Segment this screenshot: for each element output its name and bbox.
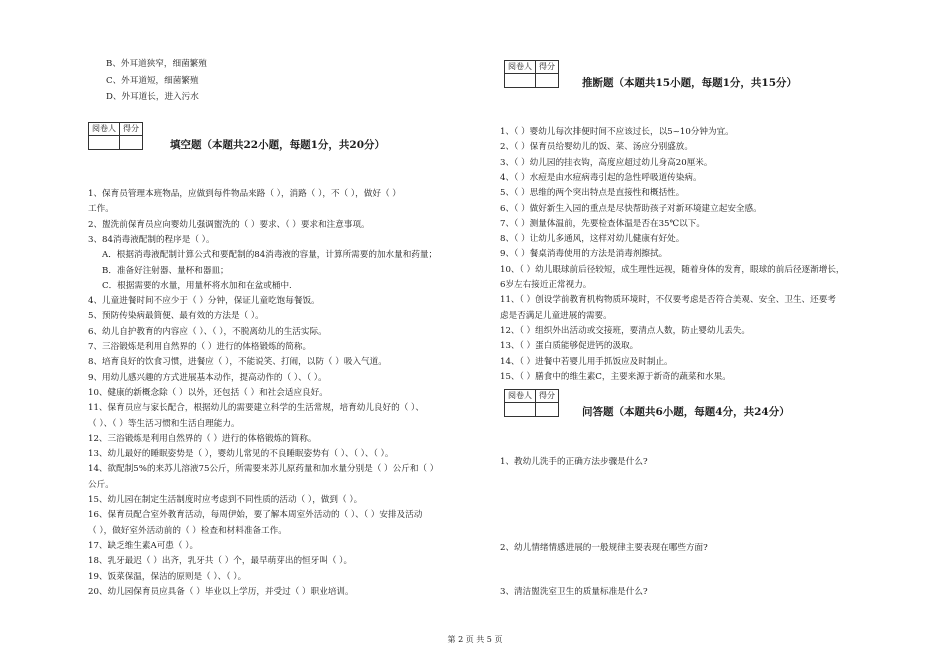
fill-line: 12、三浴锻炼是利用自然界的（ ）进行的体格锻炼的简称。 — [88, 433, 317, 444]
qa-question-3: 3、清洁盥洗室卫生的质量标准是什么? — [500, 587, 648, 597]
judge-line: 14、（ ）进餐中若婴儿用手抓饭应及时制止。 — [500, 356, 673, 367]
score-label: 得分 — [536, 390, 559, 403]
score-cell — [536, 74, 559, 88]
qa-section-title: 问答题（本题共6小题，每题4分，共24分） — [582, 406, 790, 418]
judge-score-box — [504, 60, 559, 88]
fill-line: 3、84消毒液配制的程序是（ ）。 — [88, 234, 215, 245]
reviewer-cell — [505, 403, 536, 417]
qa-score-box — [504, 389, 559, 417]
fill-line: 14、欲配制5%的来苏儿溶液75公斤，所需要来苏儿原药量和加水量分别是（ ）公斤和（ ） — [88, 464, 439, 475]
fill-line: （ ），做好室外活动前的（ ）检查和材料准备工作。 — [88, 525, 287, 536]
fill-line: 8、培育良好的饮食习惯，进餐应（ ），不能说笑、打闹，以防（ ）吸入气道。 — [88, 357, 387, 368]
judge-line: 11、（ ）创设学前教育机构物质环境时，不仅要考虑是否符合美观、安全、卫生、还要考 — [500, 295, 836, 306]
score-cell — [536, 403, 559, 417]
judge-line: 3、（ ）幼儿园的挂衣钩，高度应超过幼儿身高20厘米。 — [500, 157, 713, 168]
fill-line: 19、饭菜保温，保洁的原则是（ ）、（ ）。 — [88, 571, 247, 582]
fill-line: 9、用幼儿感兴趣的方式进展基本动作，提高动作的（ ）、（ ）。 — [88, 372, 327, 383]
qa-question-2: 2、幼儿情绪情感进展的一般规律主要表现在哪些方面? — [500, 543, 708, 553]
judge-line: 6岁左右接近正常视力。 — [500, 280, 592, 290]
fill-line: 15、幼儿园在制定生活制度时应考虑到不同性质的活动（ ），做到（ ）。 — [88, 495, 363, 505]
fill-line: A．根据消毒液配制计算公式和要配制的84消毒液的容量，计算所需要的加水量和药量； — [102, 250, 438, 261]
score-label: 得分 — [536, 61, 559, 74]
fill-line: 6、幼儿自护教育的内容应（ ）、（ ），不脱离幼儿的生活实际。 — [88, 326, 327, 337]
judge-line: 虑是否满足儿童进展的需要。 — [500, 310, 612, 321]
fill-line: 13、幼儿最好的睡眠姿势是（ ），婴幼儿常见的不良睡眠姿势有（ ）、（ ）、（ ）。 — [88, 449, 394, 460]
judge-section-title: 推断题（本题共15小题，每题1分，共15分） — [582, 77, 798, 89]
fill-line: 公斤。 — [88, 479, 114, 490]
fill-line: （ ）、（ ）等生活习惯和生活自理能力。 — [88, 418, 240, 429]
fill-line: 5、预防传染病最简便、最有效的方法是（ ）。 — [88, 311, 264, 322]
reviewer-cell — [505, 74, 536, 88]
judge-line: 4、（ ）水痘是由水痘病毒引起的急性呼吸道传染病。 — [500, 172, 702, 183]
option-d: D、外耳道长，进入污水 — [106, 92, 199, 102]
reviewer-label: 阅卷人 — [505, 390, 536, 403]
fill-line: 11、保育员应与家长配合，根据幼儿的需要建立科学的生活常规，培育幼儿良好的（ ）、 — [88, 403, 424, 414]
judge-line: 8、（ ）让幼儿多通风，这样对幼儿健康有好处。 — [500, 234, 685, 245]
judge-line: 1、（ ）婴幼儿每次排便时间不应该过长，以5~10分钟为宜。 — [500, 127, 734, 137]
judge-line: 7、（ ）测量体温前，先要检查体温是否在35℃以下。 — [500, 218, 705, 229]
fill-line: 2、盥洗前保育员应向婴幼儿强调盥洗的（ ）要求、（ ）要求和注意事项。 — [88, 219, 370, 230]
fill-section-title: 填空题（本题共22小题，每题1分，共20分） — [170, 139, 386, 151]
reviewer-label: 阅卷人 — [505, 61, 536, 74]
fill-line: B．准备好注射器、量杯和器皿； — [102, 265, 229, 276]
reviewer-cell — [89, 136, 120, 150]
judge-line: 15、（ ）膳食中的维生素C，主要来源于新奇的蔬菜和水果。 — [500, 371, 731, 382]
judge-line: 13、（ ）蛋白质能够促进钙的汲取。 — [500, 341, 639, 352]
fill-line: 10、健康的新概念除（ ）以外，还包括（ ）和社会适应良好。 — [88, 387, 328, 398]
judge-line: 5、（ ）思维的两个突出特点是直接性和概括性。 — [500, 188, 685, 199]
judge-line: 2、（ ）保育员给婴幼儿的饭、菜、汤应分别盛放。 — [500, 142, 693, 153]
judge-line: 6、（ ）做好新生入园的重点是尽快帮助孩子对新环境建立起安全感。 — [500, 203, 762, 214]
fill-line: 16、保育员配合室外教育活动，每周伊始，要了解本周室外活动的（ ）、（ ）安排及活动 — [88, 510, 423, 521]
judge-line: 9、（ ）餐桌消毒使用的方法是消毒剂擦拭。 — [500, 249, 668, 260]
fill-line: 18、乳牙最迟（ ）出齐，乳牙共（ ）个，最早萌芽出的恒牙叫（ ）。 — [88, 556, 353, 567]
fill-line: 20、幼儿园保育员应具备（ ）毕业以上学历，并受过（ ）职业培训。 — [88, 586, 354, 597]
judge-line: 12、（ ）组织外出活动或交接班，要清点人数，防止婴幼儿丢失。 — [500, 325, 750, 336]
option-c: C、外耳道短，细菌繁殖 — [106, 76, 199, 86]
fill-score-box — [88, 122, 143, 150]
judge-line: 10、（ ）幼儿眼球前后径较短，成生理性远视，随着身体的发育，眼球的前后径逐渐增长， — [500, 264, 845, 275]
score-label: 得分 — [120, 123, 143, 136]
fill-line: 17、缺乏维生素A可患（ ）。 — [88, 540, 199, 551]
fill-line: C．根据需要的水量，用量杯将水加和在盆或桶中. — [102, 280, 292, 291]
option-b: B、外耳道狭窄，细菌繁殖 — [106, 59, 207, 69]
fill-line: 4、儿童进餐时间不应少于（ ）分钟，保证儿童吃饱每餐饭。 — [88, 296, 320, 307]
page-footer: 第 2 页 共 5 页 — [447, 635, 503, 644]
reviewer-label: 阅卷人 — [89, 123, 120, 136]
fill-line: 1、保育员管理本班物品，应做到每件物品来路（ ），消路（ ），不（ ），做好（ ） — [88, 189, 401, 199]
qa-question-1: 1、教幼儿洗手的正确方法步骤是什么? — [500, 457, 648, 467]
score-cell — [120, 136, 143, 150]
fill-line: 工作。 — [88, 204, 114, 215]
fill-line: 7、三浴锻炼是利用自然界的（ ）进行的体格锻炼的简称。 — [88, 342, 312, 352]
